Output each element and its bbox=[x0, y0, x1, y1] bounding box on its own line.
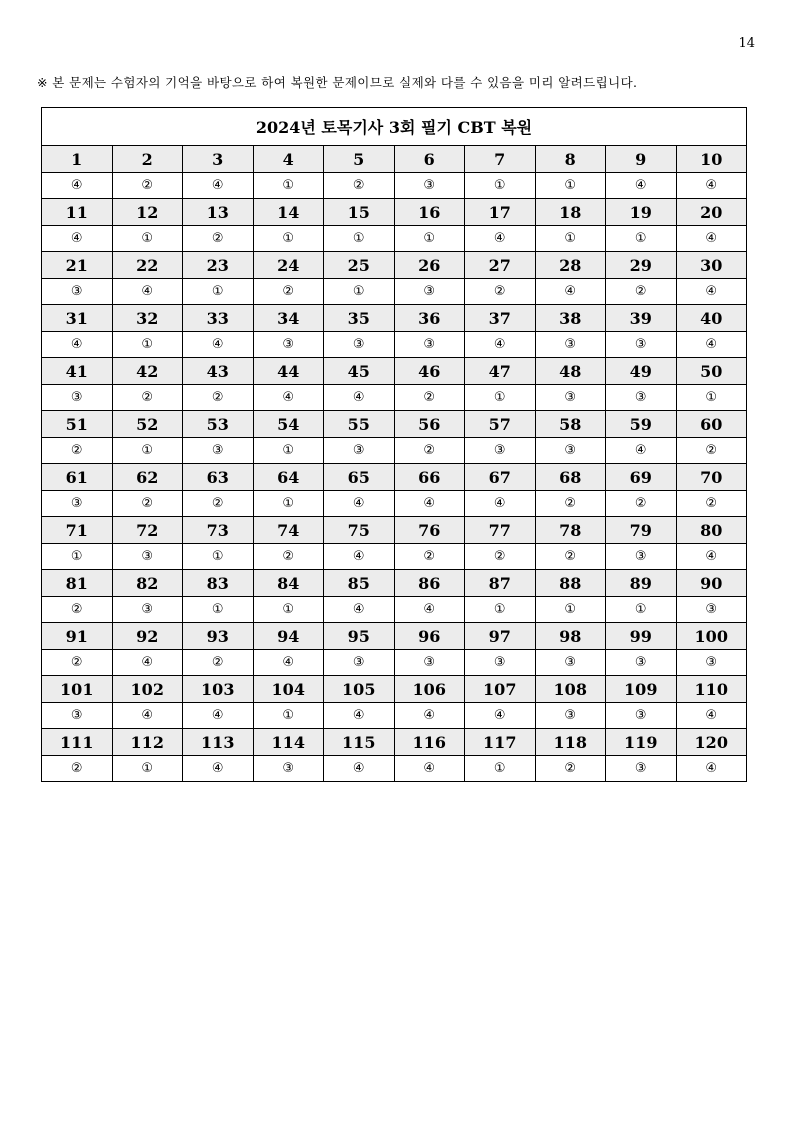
question-number-cell: 94 bbox=[253, 623, 324, 650]
answer-cell: ② bbox=[465, 279, 536, 305]
question-number-cell: 73 bbox=[183, 517, 254, 544]
question-number-cell: 84 bbox=[253, 570, 324, 597]
question-number-cell: 57 bbox=[465, 411, 536, 438]
answer-cell: ③ bbox=[606, 650, 677, 676]
question-number-row bbox=[42, 358, 747, 385]
question-number-cell: 24 bbox=[253, 252, 324, 279]
question-number-cell: 114 bbox=[253, 729, 324, 756]
question-number-cell: 21 bbox=[42, 252, 113, 279]
answer-cell: ③ bbox=[112, 544, 183, 570]
question-number-cell: 112 bbox=[112, 729, 183, 756]
answer-cell: ① bbox=[676, 385, 747, 411]
question-number-row bbox=[42, 729, 747, 756]
answer-cell: ④ bbox=[465, 491, 536, 517]
question-number-cell: 104 bbox=[253, 676, 324, 703]
answer-cell: ④ bbox=[535, 279, 606, 305]
question-number-cell: 50 bbox=[676, 358, 747, 385]
answer-cell: ② bbox=[535, 756, 606, 782]
question-number-cell: 45 bbox=[324, 358, 395, 385]
answer-cell: ③ bbox=[535, 332, 606, 358]
answer-cell: ③ bbox=[42, 703, 113, 729]
question-number-cell: 60 bbox=[676, 411, 747, 438]
question-number-cell: 109 bbox=[606, 676, 677, 703]
answer-cell: ④ bbox=[465, 332, 536, 358]
answer-cell: ① bbox=[253, 491, 324, 517]
question-number-cell: 44 bbox=[253, 358, 324, 385]
question-number-cell: 117 bbox=[465, 729, 536, 756]
answer-cell: ④ bbox=[253, 385, 324, 411]
question-number-cell: 22 bbox=[112, 252, 183, 279]
question-number-cell: 34 bbox=[253, 305, 324, 332]
answer-cell: ② bbox=[42, 650, 113, 676]
answer-cell: ④ bbox=[324, 491, 395, 517]
answer-cell: ① bbox=[394, 226, 465, 252]
question-number-cell: 9 bbox=[606, 146, 677, 173]
question-number-cell: 82 bbox=[112, 570, 183, 597]
question-number-row bbox=[42, 252, 747, 279]
answer-cell: ① bbox=[465, 597, 536, 623]
question-number-cell: 64 bbox=[253, 464, 324, 491]
answer-cell: ③ bbox=[324, 438, 395, 464]
answer-cell: ② bbox=[112, 385, 183, 411]
question-number-cell: 17 bbox=[465, 199, 536, 226]
question-number-cell: 120 bbox=[676, 729, 747, 756]
answer-cell: ③ bbox=[535, 703, 606, 729]
answer-cell: ④ bbox=[42, 226, 113, 252]
answer-cell: ③ bbox=[42, 279, 113, 305]
question-number-cell: 111 bbox=[42, 729, 113, 756]
question-number-cell: 65 bbox=[324, 464, 395, 491]
answer-cell: ① bbox=[465, 385, 536, 411]
answer-cell: ② bbox=[253, 544, 324, 570]
answer-cell: ③ bbox=[253, 756, 324, 782]
question-number-cell: 49 bbox=[606, 358, 677, 385]
question-number-cell: 35 bbox=[324, 305, 395, 332]
answer-cell: ④ bbox=[676, 173, 747, 199]
question-number-cell: 100 bbox=[676, 623, 747, 650]
answer-cell: ③ bbox=[606, 703, 677, 729]
answer-cell: ① bbox=[606, 597, 677, 623]
question-number-cell: 103 bbox=[183, 676, 254, 703]
question-number-cell: 52 bbox=[112, 411, 183, 438]
question-number-cell: 102 bbox=[112, 676, 183, 703]
question-number-cell: 37 bbox=[465, 305, 536, 332]
question-number-row bbox=[42, 623, 747, 650]
question-number-cell: 75 bbox=[324, 517, 395, 544]
question-number-cell: 85 bbox=[324, 570, 395, 597]
answer-row bbox=[42, 226, 747, 252]
question-number-cell: 63 bbox=[183, 464, 254, 491]
question-number-cell: 10 bbox=[676, 146, 747, 173]
answer-cell: ④ bbox=[253, 650, 324, 676]
question-number-cell: 61 bbox=[42, 464, 113, 491]
question-number-cell: 87 bbox=[465, 570, 536, 597]
answer-row bbox=[42, 279, 747, 305]
answer-cell: ② bbox=[42, 438, 113, 464]
question-number-cell: 7 bbox=[465, 146, 536, 173]
answer-cell: ④ bbox=[112, 279, 183, 305]
question-number-cell: 91 bbox=[42, 623, 113, 650]
answer-cell: ② bbox=[606, 491, 677, 517]
answer-cell: ③ bbox=[394, 279, 465, 305]
answer-cell: ② bbox=[394, 385, 465, 411]
answer-cell: ② bbox=[324, 173, 395, 199]
question-number-cell: 51 bbox=[42, 411, 113, 438]
question-number-cell: 29 bbox=[606, 252, 677, 279]
answer-cell: ④ bbox=[676, 279, 747, 305]
question-number-cell: 118 bbox=[535, 729, 606, 756]
answer-cell: ① bbox=[253, 703, 324, 729]
question-number-cell: 46 bbox=[394, 358, 465, 385]
question-number-cell: 116 bbox=[394, 729, 465, 756]
answer-cell: ④ bbox=[394, 597, 465, 623]
answer-row bbox=[42, 650, 747, 676]
question-number-cell: 47 bbox=[465, 358, 536, 385]
question-number-cell: 110 bbox=[676, 676, 747, 703]
answer-cell: ④ bbox=[676, 703, 747, 729]
question-number-cell: 89 bbox=[606, 570, 677, 597]
answer-cell: ① bbox=[183, 597, 254, 623]
question-number-cell: 43 bbox=[183, 358, 254, 385]
question-number-cell: 77 bbox=[465, 517, 536, 544]
question-number-cell: 25 bbox=[324, 252, 395, 279]
answer-cell: ④ bbox=[606, 438, 677, 464]
answer-cell: ① bbox=[112, 226, 183, 252]
question-number-cell: 83 bbox=[183, 570, 254, 597]
answer-cell: ① bbox=[183, 544, 254, 570]
answer-cell: ② bbox=[535, 491, 606, 517]
answer-cell: ① bbox=[253, 173, 324, 199]
answer-cell: ④ bbox=[676, 544, 747, 570]
question-number-cell: 31 bbox=[42, 305, 113, 332]
answer-cell: ④ bbox=[676, 756, 747, 782]
answer-cell: ② bbox=[42, 597, 113, 623]
question-number-cell: 115 bbox=[324, 729, 395, 756]
answer-cell: ④ bbox=[676, 332, 747, 358]
answer-row bbox=[42, 756, 747, 782]
answer-cell: ③ bbox=[676, 650, 747, 676]
table-title: 2024년 토목기사 3회 필기 CBT 복원 bbox=[42, 108, 747, 146]
answer-cell: ① bbox=[183, 279, 254, 305]
answer-cell: ② bbox=[253, 279, 324, 305]
answer-cell: ③ bbox=[42, 385, 113, 411]
answer-cell: ③ bbox=[606, 544, 677, 570]
question-number-cell: 67 bbox=[465, 464, 536, 491]
question-number-cell: 79 bbox=[606, 517, 677, 544]
question-number-cell: 33 bbox=[183, 305, 254, 332]
question-number-row bbox=[42, 570, 747, 597]
question-number-row bbox=[42, 146, 747, 173]
answer-cell: ③ bbox=[465, 650, 536, 676]
answer-cell: ② bbox=[112, 491, 183, 517]
answer-cell: ④ bbox=[676, 226, 747, 252]
question-number-cell: 93 bbox=[183, 623, 254, 650]
answer-key-body bbox=[42, 146, 747, 782]
answer-cell: ② bbox=[394, 544, 465, 570]
answer-cell: ② bbox=[183, 226, 254, 252]
question-number-cell: 39 bbox=[606, 305, 677, 332]
answer-cell: ② bbox=[394, 438, 465, 464]
answer-cell: ① bbox=[324, 279, 395, 305]
answer-key-table bbox=[41, 107, 747, 782]
question-number-cell: 62 bbox=[112, 464, 183, 491]
answer-cell: ④ bbox=[183, 703, 254, 729]
answer-cell: ② bbox=[183, 650, 254, 676]
answer-cell: ① bbox=[253, 597, 324, 623]
answer-cell: ③ bbox=[42, 491, 113, 517]
question-number-cell: 48 bbox=[535, 358, 606, 385]
answer-row bbox=[42, 385, 747, 411]
answer-cell: ④ bbox=[42, 332, 113, 358]
answer-cell: ④ bbox=[324, 703, 395, 729]
question-number-cell: 107 bbox=[465, 676, 536, 703]
question-number-cell: 74 bbox=[253, 517, 324, 544]
answer-cell: ② bbox=[465, 544, 536, 570]
question-number-cell: 14 bbox=[253, 199, 324, 226]
question-number-cell: 19 bbox=[606, 199, 677, 226]
question-number-cell: 5 bbox=[324, 146, 395, 173]
question-number-cell: 105 bbox=[324, 676, 395, 703]
answer-row bbox=[42, 173, 747, 199]
question-number-cell: 3 bbox=[183, 146, 254, 173]
question-number-cell: 8 bbox=[535, 146, 606, 173]
answer-cell: ① bbox=[112, 332, 183, 358]
answer-cell: ② bbox=[535, 544, 606, 570]
answer-cell: ④ bbox=[42, 173, 113, 199]
answer-cell: ③ bbox=[535, 438, 606, 464]
question-number-cell: 59 bbox=[606, 411, 677, 438]
question-number-cell: 119 bbox=[606, 729, 677, 756]
answer-cell: ④ bbox=[324, 544, 395, 570]
answer-cell: ② bbox=[42, 756, 113, 782]
answer-cell: ④ bbox=[112, 650, 183, 676]
question-number-cell: 32 bbox=[112, 305, 183, 332]
question-number-cell: 18 bbox=[535, 199, 606, 226]
question-number-cell: 6 bbox=[394, 146, 465, 173]
question-number-cell: 78 bbox=[535, 517, 606, 544]
question-number-cell: 95 bbox=[324, 623, 395, 650]
question-number-cell: 66 bbox=[394, 464, 465, 491]
question-number-cell: 101 bbox=[42, 676, 113, 703]
answer-cell: ④ bbox=[606, 173, 677, 199]
answer-row bbox=[42, 332, 747, 358]
answer-cell: ① bbox=[253, 226, 324, 252]
question-number-cell: 53 bbox=[183, 411, 254, 438]
question-number-cell: 80 bbox=[676, 517, 747, 544]
question-number-cell: 58 bbox=[535, 411, 606, 438]
question-number-cell: 20 bbox=[676, 199, 747, 226]
answer-cell: ③ bbox=[606, 332, 677, 358]
question-number-cell: 69 bbox=[606, 464, 677, 491]
answer-cell: ④ bbox=[112, 703, 183, 729]
answer-cell: ④ bbox=[183, 332, 254, 358]
answer-cell: ① bbox=[535, 226, 606, 252]
question-number-cell: 30 bbox=[676, 252, 747, 279]
answer-cell: ② bbox=[676, 491, 747, 517]
question-number-cell: 96 bbox=[394, 623, 465, 650]
answer-cell: ④ bbox=[465, 226, 536, 252]
answer-cell: ① bbox=[535, 597, 606, 623]
answer-cell: ③ bbox=[465, 438, 536, 464]
answer-cell: ③ bbox=[253, 332, 324, 358]
question-number-row bbox=[42, 199, 747, 226]
question-number-cell: 12 bbox=[112, 199, 183, 226]
question-number-row bbox=[42, 305, 747, 332]
answer-cell: ① bbox=[42, 544, 113, 570]
question-number-cell: 11 bbox=[42, 199, 113, 226]
answer-cell: ① bbox=[253, 438, 324, 464]
answer-cell: ② bbox=[676, 438, 747, 464]
answer-cell: ④ bbox=[394, 491, 465, 517]
question-number-cell: 81 bbox=[42, 570, 113, 597]
question-number-cell: 70 bbox=[676, 464, 747, 491]
question-number-cell: 13 bbox=[183, 199, 254, 226]
answer-cell: ③ bbox=[324, 650, 395, 676]
question-number-cell: 23 bbox=[183, 252, 254, 279]
answer-cell: ① bbox=[535, 173, 606, 199]
answer-cell: ④ bbox=[394, 756, 465, 782]
question-number-cell: 27 bbox=[465, 252, 536, 279]
answer-cell: ③ bbox=[606, 756, 677, 782]
question-number-cell: 28 bbox=[535, 252, 606, 279]
question-number-cell: 2 bbox=[112, 146, 183, 173]
question-number-cell: 55 bbox=[324, 411, 395, 438]
answer-row bbox=[42, 438, 747, 464]
answer-cell: ④ bbox=[183, 173, 254, 199]
question-number-cell: 99 bbox=[606, 623, 677, 650]
disclaimer-notice: ※ 본 문제는 수험자의 기억을 바탕으로 하여 복원한 문제이므로 실제와 다를 수 있음을 미리 알려드립니다. bbox=[37, 75, 638, 90]
question-number-cell: 76 bbox=[394, 517, 465, 544]
question-number-cell: 56 bbox=[394, 411, 465, 438]
question-number-row bbox=[42, 411, 747, 438]
question-number-cell: 41 bbox=[42, 358, 113, 385]
question-number-cell: 108 bbox=[535, 676, 606, 703]
question-number-cell: 68 bbox=[535, 464, 606, 491]
answer-cell: ③ bbox=[324, 332, 395, 358]
question-number-cell: 72 bbox=[112, 517, 183, 544]
answer-cell: ③ bbox=[394, 332, 465, 358]
question-number-cell: 97 bbox=[465, 623, 536, 650]
question-number-cell: 38 bbox=[535, 305, 606, 332]
question-number-cell: 106 bbox=[394, 676, 465, 703]
answer-cell: ③ bbox=[394, 650, 465, 676]
question-number-cell: 36 bbox=[394, 305, 465, 332]
question-number-cell: 90 bbox=[676, 570, 747, 597]
answer-cell: ④ bbox=[465, 703, 536, 729]
answer-cell: ③ bbox=[606, 385, 677, 411]
question-number-cell: 86 bbox=[394, 570, 465, 597]
page-number: 14 bbox=[738, 36, 755, 51]
answer-cell: ④ bbox=[394, 703, 465, 729]
question-number-row bbox=[42, 676, 747, 703]
question-number-cell: 40 bbox=[676, 305, 747, 332]
answer-cell: ③ bbox=[183, 438, 254, 464]
answer-row bbox=[42, 703, 747, 729]
answer-cell: ③ bbox=[394, 173, 465, 199]
question-number-row bbox=[42, 464, 747, 491]
question-number-cell: 15 bbox=[324, 199, 395, 226]
answer-cell: ① bbox=[465, 756, 536, 782]
answer-cell: ② bbox=[112, 173, 183, 199]
question-number-cell: 92 bbox=[112, 623, 183, 650]
answer-cell: ① bbox=[112, 438, 183, 464]
answer-cell: ① bbox=[112, 756, 183, 782]
answer-cell: ④ bbox=[324, 756, 395, 782]
answer-cell: ④ bbox=[324, 385, 395, 411]
question-number-row bbox=[42, 517, 747, 544]
answer-cell: ① bbox=[465, 173, 536, 199]
answer-row bbox=[42, 491, 747, 517]
answer-row bbox=[42, 544, 747, 570]
answer-cell: ① bbox=[606, 226, 677, 252]
answer-cell: ④ bbox=[183, 756, 254, 782]
answer-cell: ③ bbox=[535, 650, 606, 676]
question-number-cell: 42 bbox=[112, 358, 183, 385]
question-number-cell: 98 bbox=[535, 623, 606, 650]
question-number-cell: 113 bbox=[183, 729, 254, 756]
answer-cell: ④ bbox=[324, 597, 395, 623]
question-number-cell: 88 bbox=[535, 570, 606, 597]
answer-cell: ③ bbox=[676, 597, 747, 623]
question-number-cell: 71 bbox=[42, 517, 113, 544]
question-number-cell: 16 bbox=[394, 199, 465, 226]
answer-cell: ③ bbox=[112, 597, 183, 623]
answer-cell: ③ bbox=[535, 385, 606, 411]
answer-cell: ② bbox=[183, 491, 254, 517]
question-number-cell: 54 bbox=[253, 411, 324, 438]
question-number-cell: 4 bbox=[253, 146, 324, 173]
answer-cell: ① bbox=[324, 226, 395, 252]
answer-cell: ② bbox=[606, 279, 677, 305]
question-number-cell: 1 bbox=[42, 146, 113, 173]
answer-row bbox=[42, 597, 747, 623]
answer-cell: ② bbox=[183, 385, 254, 411]
question-number-cell: 26 bbox=[394, 252, 465, 279]
